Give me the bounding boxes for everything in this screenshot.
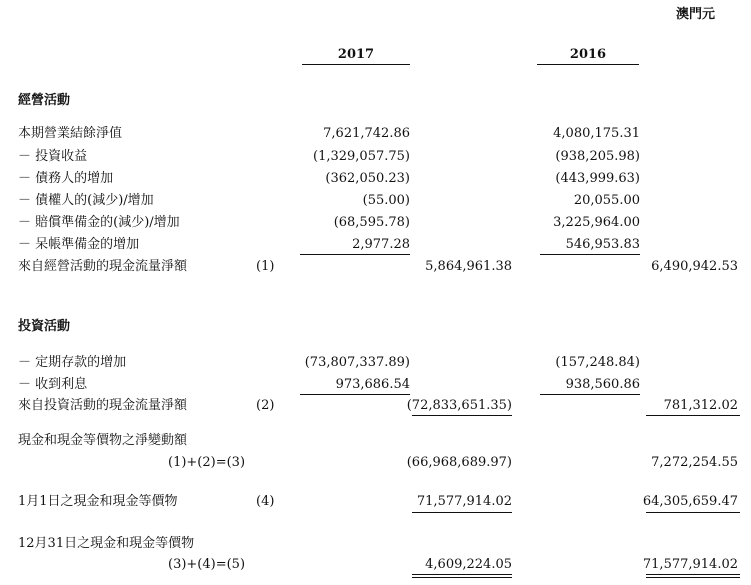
year-header-2016: 2016 bbox=[569, 47, 607, 62]
row-label: － 債權人的(減少)/增加 bbox=[18, 193, 154, 208]
row-value-2017: (68,595.78) bbox=[333, 215, 410, 230]
row-label: － 收到利息 bbox=[18, 377, 88, 392]
total-underline-2016 bbox=[646, 512, 740, 513]
row-label: － 呆帳準備金的增加 bbox=[18, 237, 140, 252]
net-change-formula: (1)+(2)=(3) bbox=[168, 455, 246, 470]
total-underline-2017 bbox=[412, 415, 512, 416]
row-value-2016: 20,055.00 bbox=[573, 193, 640, 208]
net-change-2016: 7,272,254.55 bbox=[651, 455, 738, 470]
subtotal-underline-2016 bbox=[540, 254, 640, 255]
row-label: － 賠償準備金的(減少)/增加 bbox=[18, 215, 180, 230]
row-value-2017: (362,050.23) bbox=[325, 171, 410, 186]
row-value-2016: 4,080,175.31 bbox=[553, 126, 640, 141]
operating-total-2017: 5,864,961.38 bbox=[425, 259, 512, 274]
year-underline-2017 bbox=[302, 64, 410, 65]
row-value-2017: (73,807,337.89) bbox=[304, 355, 410, 370]
row-value-2016: (938,205.98) bbox=[555, 149, 640, 164]
row-value-2017: (55.00) bbox=[362, 193, 410, 208]
total-underline-2017 bbox=[412, 512, 512, 513]
operating-total-ref: (1) bbox=[256, 259, 275, 274]
closing-2016: 71,577,914.02 bbox=[642, 557, 738, 572]
opening-label: 1月1日之現金和現金等價物 bbox=[18, 494, 178, 509]
opening-2017: 71,577,914.02 bbox=[416, 494, 512, 509]
row-value-2017: 2,977.28 bbox=[352, 237, 410, 252]
net-change-2017: (66,968,689.97) bbox=[406, 455, 512, 470]
operating-total-2016: 6,490,942.53 bbox=[651, 259, 738, 274]
row-value-2016: 546,953.83 bbox=[565, 237, 640, 252]
investing-heading: 投資活動 bbox=[18, 319, 71, 334]
investing-total-label: 來自投資活動的現金流量淨額 bbox=[18, 398, 188, 413]
operating-heading: 經營活動 bbox=[18, 93, 71, 108]
double-underline-2017 bbox=[412, 574, 512, 578]
row-value-2016: 938,560.86 bbox=[565, 377, 640, 392]
row-value-2016: 3,225,964.00 bbox=[553, 215, 640, 230]
row-label: － 投資收益 bbox=[18, 149, 88, 164]
row-value-2016: (443,999.63) bbox=[555, 171, 640, 186]
year-underline-2016 bbox=[537, 64, 639, 65]
year-header-2017: 2017 bbox=[337, 47, 375, 62]
row-value-2017: 7,621,742.86 bbox=[323, 126, 410, 141]
opening-ref: (4) bbox=[256, 494, 275, 509]
investing-total-2017: (72,833,651.35) bbox=[406, 398, 512, 413]
row-value-2016: (157,248.84) bbox=[555, 355, 640, 370]
closing-2017: 4,609,224.05 bbox=[425, 557, 512, 572]
subtotal-underline-2016 bbox=[540, 394, 640, 395]
currency-label: 澳門元 bbox=[676, 7, 716, 22]
net-change-label: 現金和現金等價物之淨變動額 bbox=[18, 433, 188, 448]
row-label: 本期營業結餘淨值 bbox=[18, 126, 123, 141]
operating-total-label: 來自經營活動的現金流量淨額 bbox=[18, 259, 188, 274]
subtotal-underline-2017 bbox=[300, 394, 410, 395]
row-value-2017: (1,329,057.75) bbox=[313, 149, 410, 164]
row-label: － 定期存款的增加 bbox=[18, 355, 127, 370]
investing-total-2016: 781,312.02 bbox=[663, 398, 738, 413]
total-underline-2016 bbox=[646, 415, 740, 416]
opening-2016: 64,305,659.47 bbox=[642, 494, 738, 509]
double-underline-2016 bbox=[646, 574, 740, 578]
subtotal-underline-2017 bbox=[300, 254, 410, 255]
row-value-2017: 973,686.54 bbox=[335, 377, 410, 392]
row-label: － 債務人的增加 bbox=[18, 171, 114, 186]
investing-total-ref: (2) bbox=[256, 398, 275, 413]
closing-label: 12月31日之現金和現金等價物 bbox=[18, 536, 195, 551]
closing-formula: (3)+(4)=(5) bbox=[168, 557, 246, 572]
